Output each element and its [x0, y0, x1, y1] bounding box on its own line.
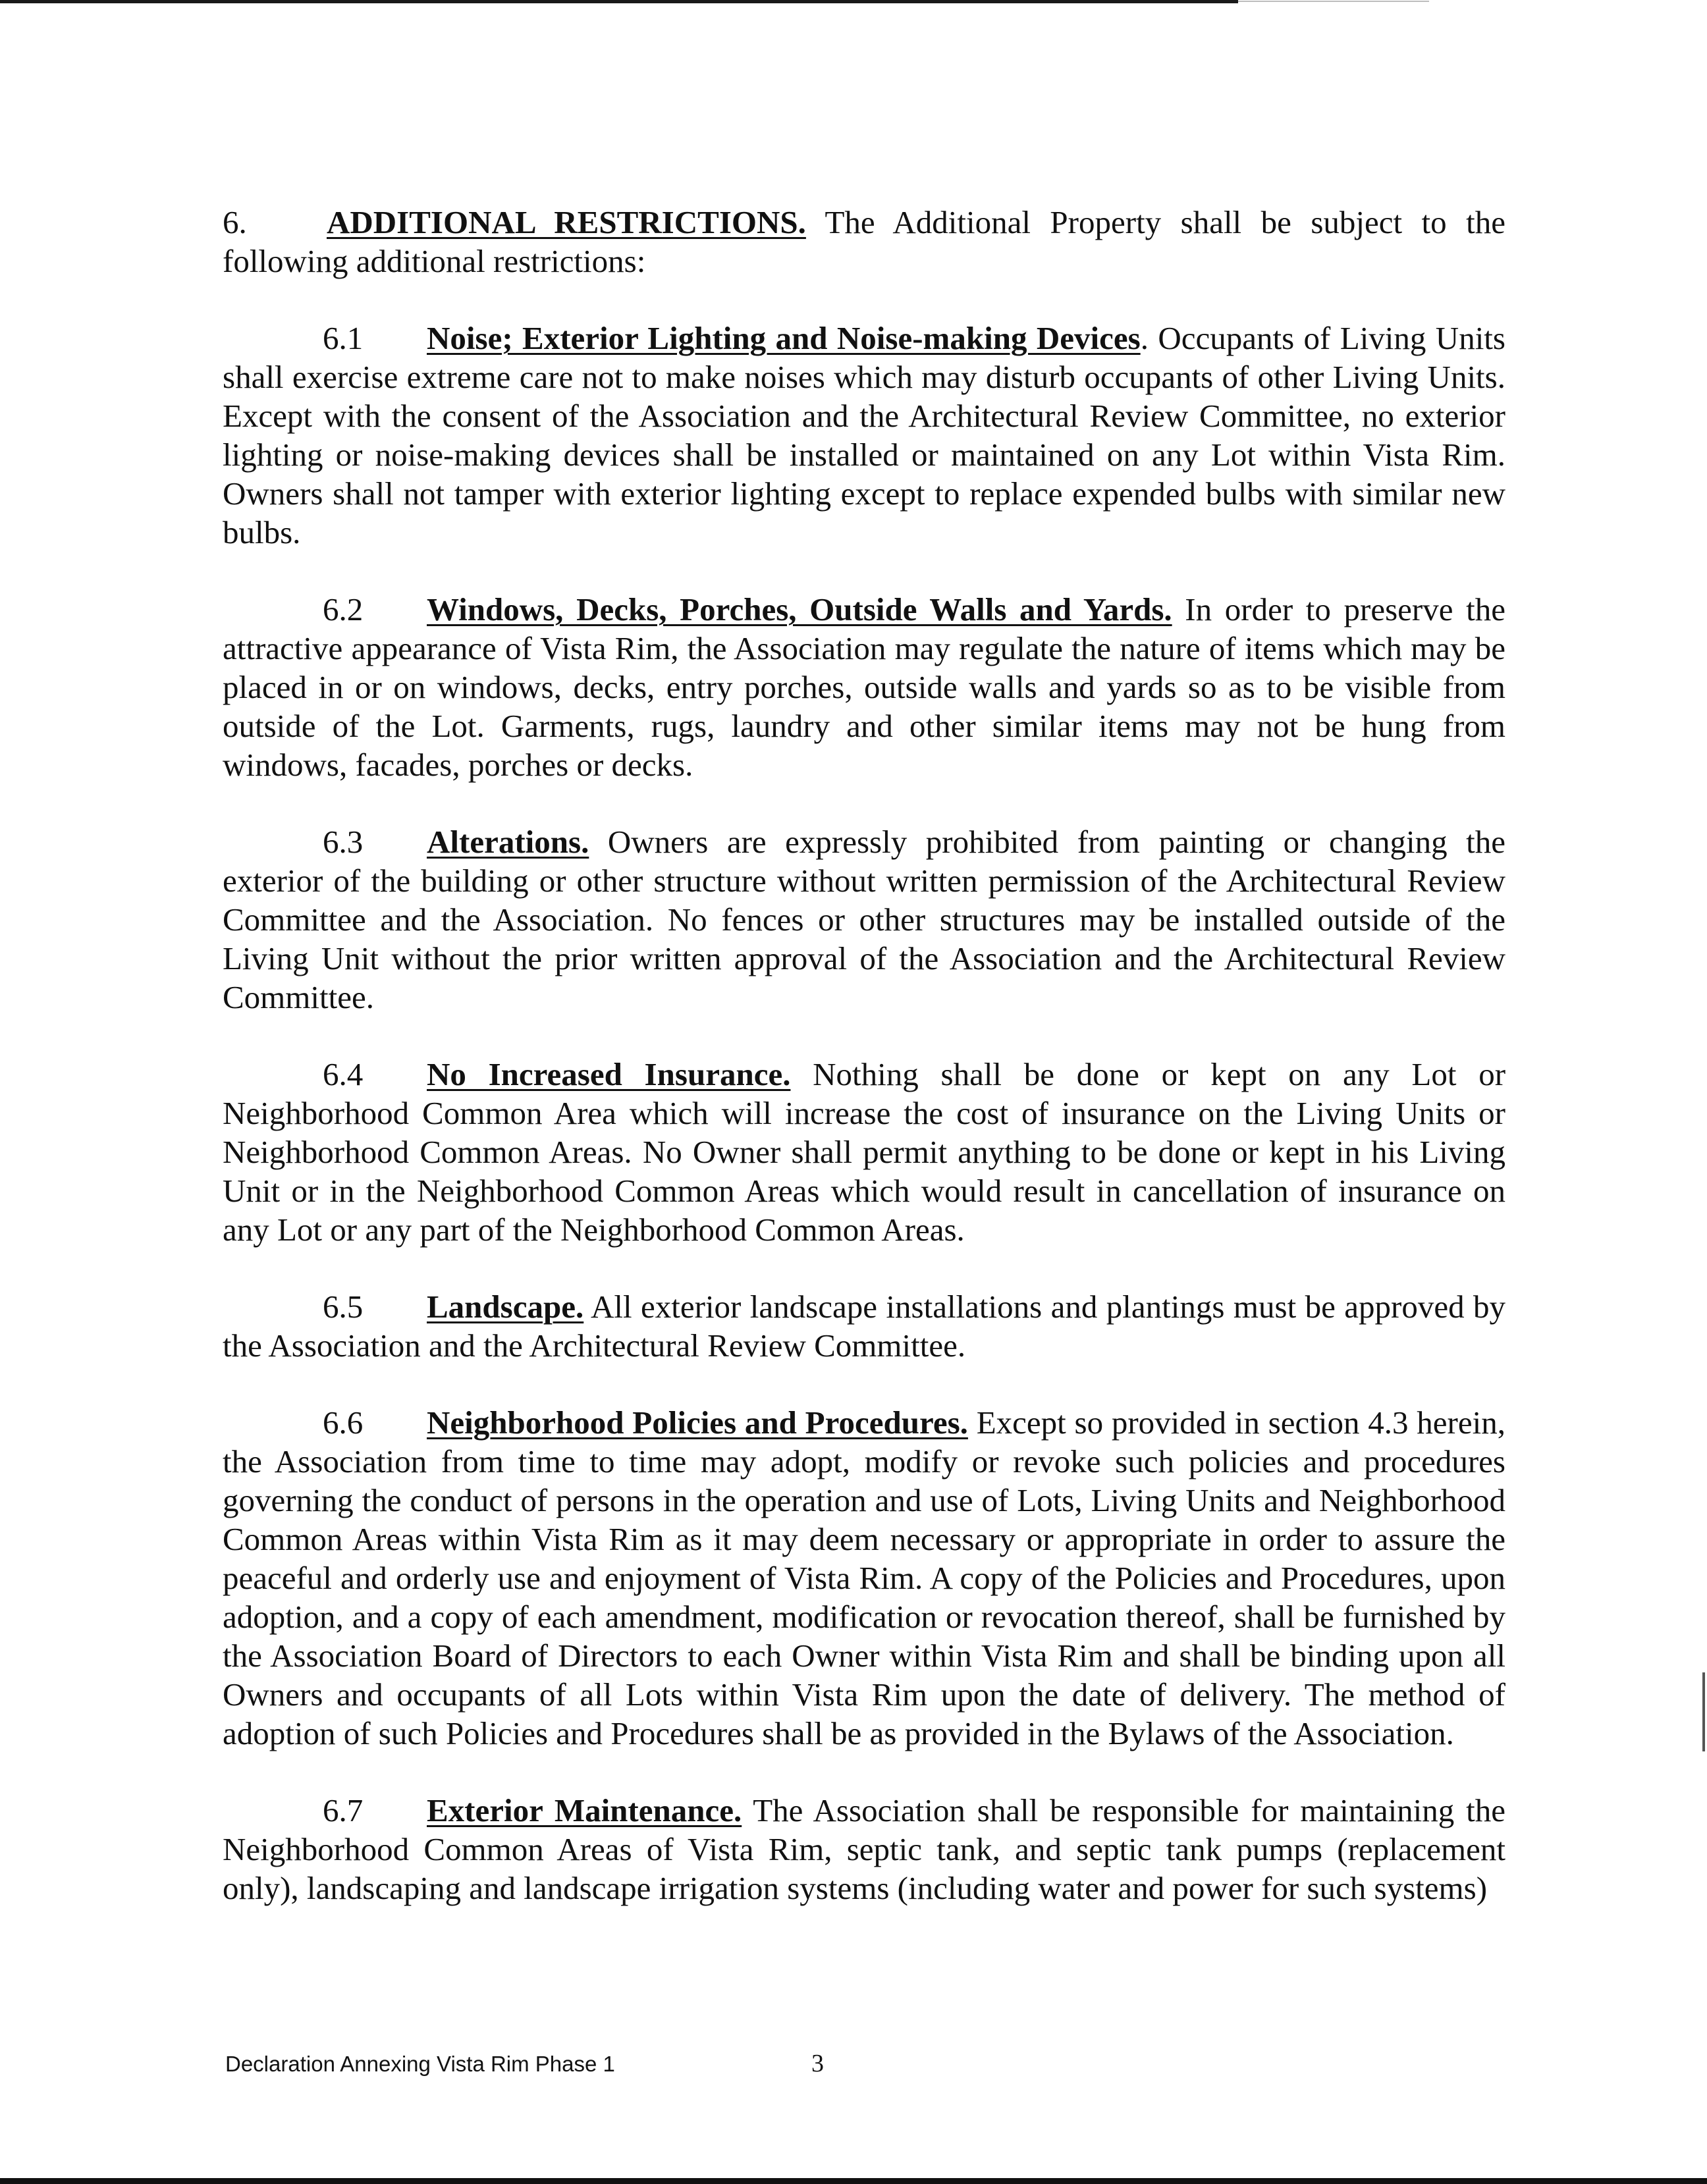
subsection-text: All exterior landscape installations and plantings must be approved by the Association and the Architectural Review Committee.: [223, 1289, 1506, 1364]
subsection-6-5: [223, 1287, 1505, 1365]
subsection-6-2: [223, 590, 1505, 784]
scan-edge-top: [0, 0, 1238, 3]
subsection-heading: Neighborhood Policies and Procedures.: [427, 1404, 968, 1441]
section-heading: ADDITIONAL RESTRICTIONS.: [327, 204, 806, 240]
subsection-number: 6.3: [323, 824, 364, 860]
subsection-heading: Landscape.: [427, 1289, 584, 1325]
section-text: The Additional Property shall be subject to the following additional restrictions:: [223, 204, 1505, 279]
section-number: 6.: [223, 204, 247, 240]
subsection-text: Occupants of Living Units shall exercise extreme care not to make noises which may disturb occupants of other Living Units. Except with the consent of the Association and the Architectural Review Committee, no exterior lighting or noise-making devices shall be installed or maintained on any Lot within Vista Rim. Owners shall not tamper with exterior lighting except to replace expended bulbs with similar new bulbs.: [223, 320, 1505, 550]
subsection-6-3: [223, 822, 1505, 1017]
subsection-heading: Noise; Exterior Lighting and Noise-making Devices: [427, 320, 1141, 356]
subsection-6-1: [223, 319, 1505, 552]
scan-edge-right: [1702, 1672, 1705, 1751]
subsection-number: 6.4: [323, 1056, 364, 1092]
subsection-number: 6.6: [323, 1404, 364, 1441]
subsection-text: Except so provided in section 4.3 herein, the Association from time to time may adopt, modify or revoke such policies and procedures governing the conduct of persons in the operation and use of Lots, Living Units and Neighborhood Common Areas within Vista Rim as it may deem necessary or appropriate in order to assure the peaceful and orderly use and enjoyment of Vista Rim. A copy of the Policies and Procedures, upon adoption, and a copy of each amendment, modification or revocation thereof, shall be furnished by the Association Board of Directors to each Owner within Vista Rim and shall be binding upon all Owners and occupants of all Lots within Vista Rim upon the date of delivery. The method of adoption of such Policies and Procedures shall be as provided in the Bylaws of the Association.: [223, 1404, 1505, 1751]
subsection-number: 6.5: [323, 1289, 364, 1325]
subsection-6-4: [223, 1055, 1505, 1249]
subsection-text: The Association shall be responsible for maintaining the Neighborhood Common Areas of Vista Rim, septic tank, and septic tank pumps (replacement only), landscaping and landscape irrigation systems (including water and power for such systems): [223, 1792, 1505, 1906]
subsection-text: In order to preserve the attractive appearance of Vista Rim, the Association may regulate the nature of items which may be placed in or on windows, decks, entry porches, outside walls and yards so as to be visible from outside of the Lot. Garments, rugs, laundry and other similar items may not be hung from windows, facades, porches or decks.: [223, 591, 1505, 783]
subsection-number: 6.7: [323, 1792, 364, 1828]
scan-edge-bottom: [0, 2178, 1707, 2184]
subsection-number: 6.1: [323, 320, 364, 356]
subsection-6-6: [223, 1403, 1505, 1753]
scan-edge-top-faint: [1238, 1, 1429, 2]
subsection-heading: No Increased Insurance.: [427, 1056, 791, 1092]
document-body: [223, 203, 1505, 1946]
subsection-text: Nothing shall be done or kept on any Lot or Neighborhood Common Area which will increase the cost of insurance on the Living Units or Neighborhood Common Areas. No Owner shall permit anything to be done or kept in his Living Unit or in the Neighborhood Common Areas which would result in cancellation of insurance on any Lot or any part of the Neighborhood Common Areas.: [223, 1056, 1506, 1248]
page-number: 3: [811, 2050, 824, 2077]
subsection-6-7: [223, 1791, 1505, 1907]
subsection-number: 6.2: [323, 591, 364, 627]
footer-title: Declaration Annexing Vista Rim Phase 1: [225, 2052, 615, 2076]
subsection-heading: Exterior Maintenance.: [427, 1792, 742, 1828]
subsection-heading: Alterations.: [427, 824, 589, 860]
subsection-heading-suffix: .: [1140, 320, 1149, 356]
section-6: [223, 203, 1505, 280]
subsection-heading: Windows, Decks, Porches, Outside Walls and Yards.: [427, 591, 1172, 627]
subsection-text: Owners are expressly prohibited from painting or changing the exterior of the building or other structure without written permission of the Architectural Review Committee and the Association. No fences or other structures may be installed outside of the Living Unit without the prior written approval of the Association and the Architectural Review Committee.: [223, 824, 1506, 1015]
